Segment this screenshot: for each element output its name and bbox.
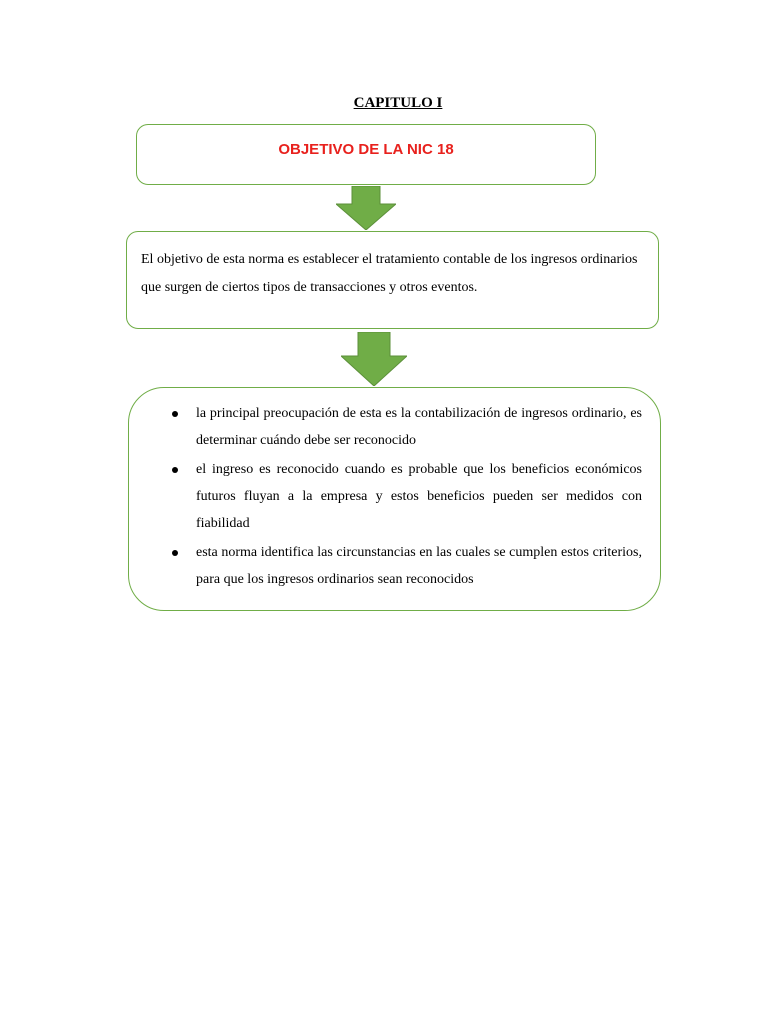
objective-box — [136, 124, 596, 185]
bullet-dot-icon — [172, 411, 178, 417]
chapter-title: CAPITULO I — [353, 95, 443, 111]
list-item — [169, 539, 642, 593]
description-box — [126, 231, 659, 329]
list-item — [169, 400, 642, 454]
bullet-list — [169, 400, 642, 595]
list-item-text: esta norma identifica las circunstancias en las cuales se cumplen estos criterios, para que los ingresos ordinarios sean reconocidos — [196, 545, 642, 587]
down-arrow-icon — [336, 186, 396, 230]
list-item — [169, 456, 642, 537]
list-item-text: el ingreso es reconocido cuando es probable que los beneficios económicos futuros fluyan a la empresa y estos beneficios pueden ser medidos con fiabilidad — [196, 462, 642, 531]
bullets-box — [128, 387, 661, 611]
description-text: El objetivo de esta norma es establecer el tratamiento contable de los ingresos ordinarios que surgen de ciertos tipos de transacciones y otros eventos. — [141, 252, 638, 295]
bullet-dot-icon — [172, 467, 178, 473]
bullet-dot-icon — [172, 550, 178, 556]
list-item-text: la principal preocupación de esta es la contabilización de ingresos ordinario, es determinar cuándo debe ser reconocido — [196, 406, 642, 448]
down-arrow-icon — [341, 332, 407, 386]
objective-title: OBJETIVO DE LA NIC 18 — [278, 141, 454, 158]
